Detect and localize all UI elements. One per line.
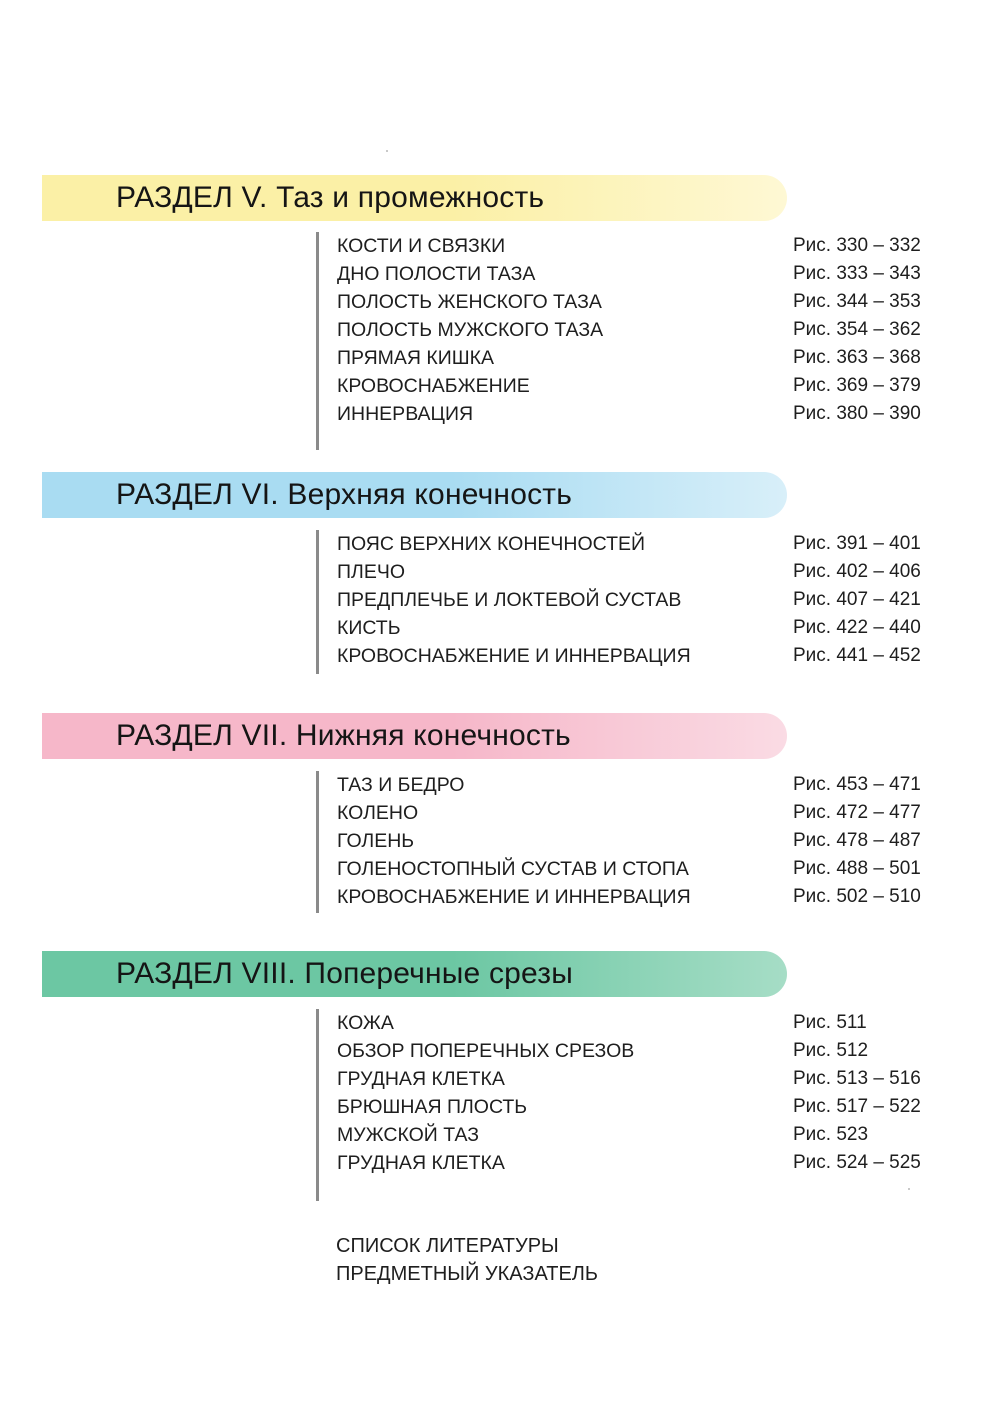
toc-entry[interactable] [319, 1093, 959, 1121]
entry-figure-ref: Рис. 517 – 522 [793, 1096, 921, 1117]
entry-label: ПРЯМАЯ КИШКА [337, 347, 495, 369]
entry-figure-ref: Рис. 344 – 353 [793, 291, 921, 312]
toc-entry[interactable] [319, 530, 959, 558]
scan-speck [386, 150, 388, 152]
toc-entry[interactable] [319, 1121, 959, 1149]
section-header [42, 175, 787, 221]
entry-label: ГОЛЕНЬ [337, 830, 415, 852]
section-header [42, 472, 787, 518]
toc-entry[interactable] [319, 883, 959, 911]
entry-label: КОЛЕНО [337, 802, 419, 824]
entry-label: ПОЛОСТЬ ЖЕНСКОГО ТАЗА [337, 291, 602, 313]
entry-figure-ref: Рис. 513 – 516 [793, 1068, 921, 1089]
toc-entry[interactable] [319, 642, 959, 670]
toc-entry[interactable] [319, 827, 959, 855]
section-header [42, 713, 787, 759]
toc-entry[interactable] [319, 614, 959, 642]
entry-figure-ref: Рис. 330 – 332 [793, 235, 921, 256]
entry-label: КРОВОСНАБЖЕНИЕ И ИННЕРВАЦИЯ [337, 886, 691, 908]
entry-figure-ref: Рис. 402 – 406 [793, 561, 921, 582]
bibliography-link[interactable]: СПИСОК ЛИТЕРАТУРЫ [336, 1235, 559, 1257]
entry-label: ПОЯС ВЕРХНИХ КОНЕЧНОСТЕЙ [337, 533, 646, 555]
toc-entry[interactable] [319, 372, 959, 400]
entry-label: ПРЕДПЛЕЧЬЕ И ЛОКТЕВОЙ СУСТАВ [337, 589, 682, 611]
toc-entry[interactable] [319, 586, 959, 614]
entry-label: КИСТЬ [337, 617, 401, 639]
entry-label: ГОЛЕНОСТОПНЫЙ СУСТАВ И СТОПА [337, 858, 689, 880]
entry-label: ТАЗ И БЕДРО [337, 774, 465, 796]
entry-label: БРЮШНАЯ ПЛОСТЬ [337, 1096, 528, 1118]
entry-figure-ref: Рис. 363 – 368 [793, 347, 921, 368]
entry-figure-ref: Рис. 441 – 452 [793, 645, 921, 666]
entry-figure-ref: Рис. 354 – 362 [793, 319, 921, 340]
entry-figure-ref: Рис. 524 – 525 [793, 1152, 921, 1173]
section-entries [316, 232, 959, 450]
entry-label: ПЛЕЧО [337, 561, 405, 583]
toc-entry[interactable] [319, 855, 959, 883]
section-header [42, 951, 787, 997]
entry-figure-ref: Рис. 472 – 477 [793, 802, 921, 823]
entry-label: КРОВОСНАБЖЕНИЕ [337, 375, 530, 397]
section-entries [316, 530, 959, 674]
toc-entry[interactable] [319, 558, 959, 586]
section-title: РАЗДЕЛ VII. Нижняя конечность [116, 719, 571, 752]
toc-entry[interactable] [319, 232, 959, 260]
entry-figure-ref: Рис. 512 [793, 1040, 869, 1061]
entry-figure-ref: Рис. 502 – 510 [793, 886, 921, 907]
section-entries [316, 771, 959, 913]
toc-entry[interactable] [319, 316, 959, 344]
entry-label: ГРУДНАЯ КЛЕТКА [337, 1068, 505, 1090]
entry-label: КОСТИ И СВЯЗКИ [337, 235, 506, 257]
entry-label: ОБЗОР ПОПЕРЕЧНЫХ СРЕЗОВ [337, 1040, 635, 1062]
entry-label: ГРУДНАЯ КЛЕТКА [337, 1152, 505, 1174]
toc-entry[interactable] [319, 288, 959, 316]
entry-figure-ref: Рис. 453 – 471 [793, 774, 921, 795]
entry-figure-ref: Рис. 523 [793, 1124, 869, 1145]
toc-entry[interactable] [319, 1149, 959, 1177]
entry-figure-ref: Рис. 369 – 379 [793, 375, 921, 396]
toc-entry[interactable] [319, 260, 959, 288]
entry-label: ПОЛОСТЬ МУЖСКОГО ТАЗА [337, 319, 604, 341]
section-title: РАЗДЕЛ VIII. Поперечные срезы [116, 957, 573, 990]
entry-figure-ref: Рис. 333 – 343 [793, 263, 921, 284]
toc-entry[interactable] [319, 1065, 959, 1093]
entry-figure-ref: Рис. 391 – 401 [793, 533, 921, 554]
toc-entry[interactable] [319, 771, 959, 799]
entry-label: КРОВОСНАБЖЕНИЕ И ИННЕРВАЦИЯ [337, 645, 691, 667]
entry-figure-ref: Рис. 488 – 501 [793, 858, 921, 879]
toc-entry[interactable] [319, 400, 959, 428]
toc-entry[interactable] [319, 344, 959, 372]
scan-speck [908, 1188, 910, 1190]
section-title: РАЗДЕЛ V. Таз и промежность [116, 181, 545, 214]
entry-label: ДНО ПОЛОСТИ ТАЗА [337, 263, 536, 285]
toc-entry[interactable] [319, 799, 959, 827]
subject-index-link[interactable]: ПРЕДМЕТНЫЙ УКАЗАТЕЛЬ [336, 1263, 599, 1285]
section-title: РАЗДЕЛ VI. Верхняя конечность [116, 478, 573, 511]
entry-label: КОЖА [337, 1012, 394, 1034]
section-entries [316, 1009, 959, 1201]
entry-figure-ref: Рис. 422 – 440 [793, 617, 921, 638]
entry-figure-ref: Рис. 407 – 421 [793, 589, 921, 610]
entry-figure-ref: Рис. 478 – 487 [793, 830, 921, 851]
entry-label: МУЖСКОЙ ТАЗ [337, 1124, 480, 1146]
toc-entry[interactable] [319, 1037, 959, 1065]
entry-figure-ref: Рис. 380 – 390 [793, 403, 921, 424]
entry-figure-ref: Рис. 511 [793, 1012, 867, 1033]
appendix-list [336, 1232, 598, 1288]
entry-label: ИННЕРВАЦИЯ [337, 403, 474, 425]
toc-entry[interactable] [319, 1009, 959, 1037]
